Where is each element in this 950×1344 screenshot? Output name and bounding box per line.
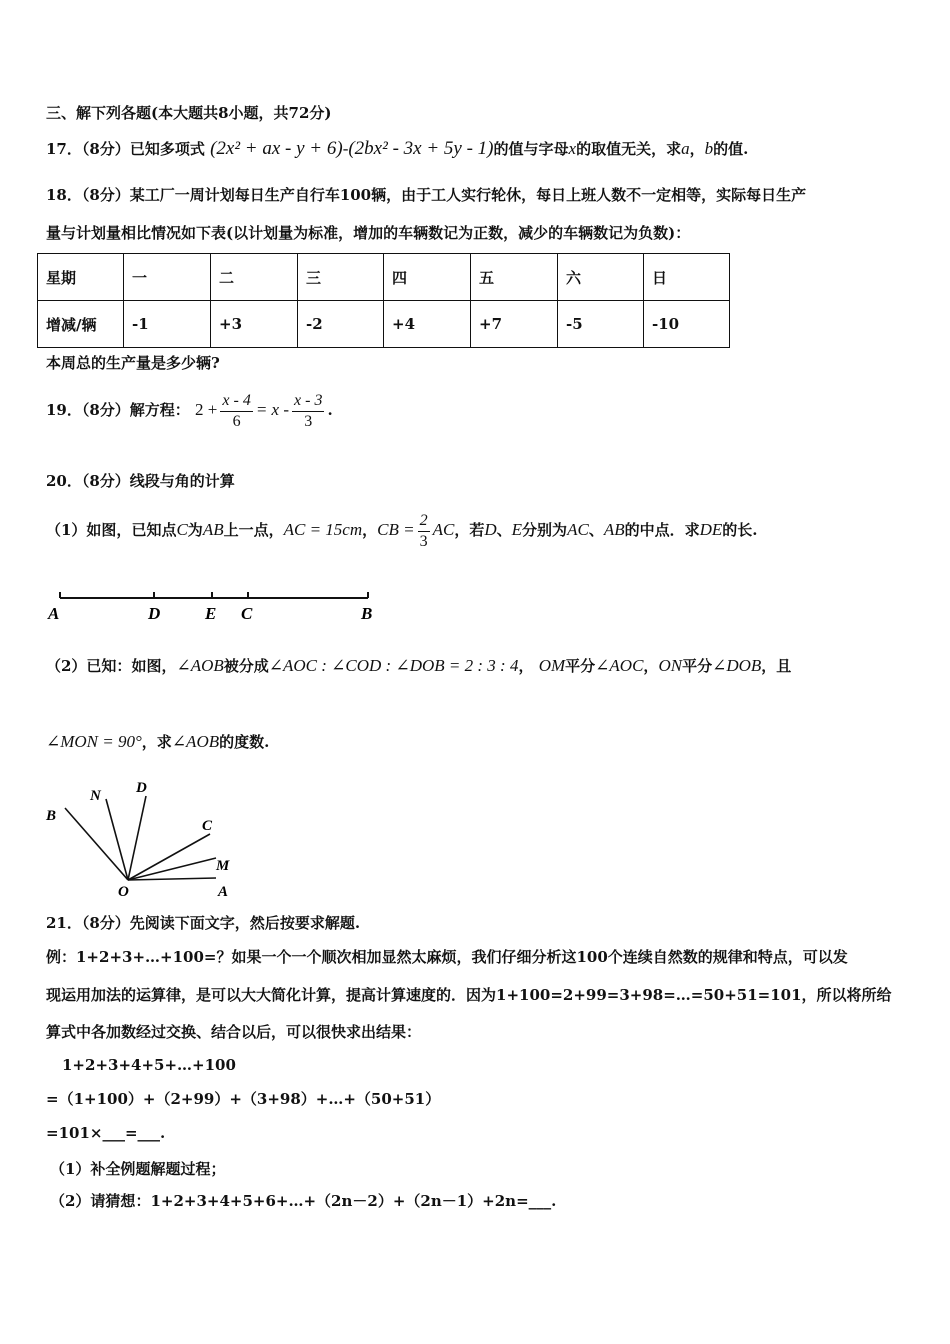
q19-fraction-2 <box>292 391 324 432</box>
section-title: 三、解下列各题(本大题共8小题，共72分) <box>46 104 332 122</box>
table-cell: +3 <box>211 301 298 348</box>
q20-p1-frac-num: 2 <box>418 511 430 532</box>
q20-p2-text: ，且 <box>761 657 792 675</box>
ray-od <box>128 796 146 880</box>
q20-p1-cb: CB = <box>377 520 415 539</box>
q21-para3: 算式中各加数经过交换、结合以后，可以很快求出结果： <box>46 1023 422 1041</box>
q17-comma: ， <box>689 140 705 158</box>
table-cell: 一 <box>124 254 211 301</box>
q17-poly2: (2bx² - 3x + 5y - 1) <box>348 138 494 159</box>
q21-step2: =（1+100）+（2+99）+（3+98）+…+（50+51） <box>46 1090 441 1108</box>
q20-p1-frac-den: 3 <box>419 532 428 550</box>
q20-p1-seg-ab2: AB <box>603 520 625 539</box>
q20-p1-text: 为 <box>187 521 203 539</box>
q20-part-2-line1 <box>46 646 791 686</box>
table-cell: -5 <box>558 301 644 348</box>
q20-p2-text: （2）已知：如图， <box>46 657 177 675</box>
production-table <box>37 253 730 348</box>
question-17 <box>46 138 748 160</box>
segment-label-d: D <box>148 604 161 623</box>
q21-step1: 1+2+3+4+5+…+100 <box>62 1056 236 1074</box>
q20-p2-text: 平分 <box>682 657 713 675</box>
q21-sub2: （2）请猜想：1+2+3+4+5+6+…+（2n－2）+（2n－1）+2n=___. <box>50 1192 557 1210</box>
q17-score: （8分） <box>81 140 130 158</box>
q20-p1-ac: AC = 15cm <box>283 520 363 539</box>
angle-label-d: D <box>136 780 147 796</box>
ray-oa <box>128 878 216 880</box>
q20-p1-point-c: C <box>176 520 188 539</box>
q19-mid: = x - <box>255 400 290 419</box>
q20-p1-text: ， <box>362 521 378 539</box>
table-cell: 二 <box>211 254 298 301</box>
angle-label-c: C <box>202 818 213 834</box>
q18-line2: 量与计划量相比情况如下表(以计划量为标准，增加的车辆数记为正数，减少的车辆数记为负数)： <box>46 224 691 242</box>
ray-om <box>128 858 216 880</box>
q19-label: 19．（8分）解方程： <box>46 401 190 419</box>
angle-figure <box>40 774 250 900</box>
q17-text-c: 的取值无关，求 <box>576 140 682 158</box>
table-cell: -2 <box>298 301 384 348</box>
table-cell: 星期 <box>38 254 124 301</box>
q20-p2-text: 被分成 <box>223 657 269 675</box>
question-19 <box>46 388 333 432</box>
table-cell: 六 <box>558 254 644 301</box>
q21-para2: 现运用加法的运算律，是可以大大简化计算，提高计算速度的．因为1+100=2+99=3+98=…=50+51=101，所以将所给 <box>46 986 892 1004</box>
q20-p2-text: 平分 <box>565 657 596 675</box>
q20-p1-point-d: D <box>484 520 497 539</box>
q20-p1-text: 、 <box>588 521 604 539</box>
q19-lhs-const: 2 + <box>195 400 218 419</box>
table-cell: 增减/辆 <box>38 301 124 348</box>
q20-p2-angle-aoc: ∠AOC <box>595 656 644 675</box>
table-cell: -1 <box>124 301 211 348</box>
q21-sub1: （1）补全例题解题过程； <box>50 1160 226 1178</box>
q20-p2-text: ， <box>643 657 659 675</box>
q17-text-a: 已知多项式 <box>129 140 205 158</box>
q18-line1: 18．（8分）某工厂一周计划每日生产自行车100辆，由于工人实行轮休，每日上班人数不一定相等，实际每日生产 <box>46 186 807 204</box>
angle-label-b: B <box>46 808 57 824</box>
q19-fraction-1 <box>220 391 252 432</box>
angle-label-m: M <box>216 858 230 874</box>
q17-var-b: b <box>704 139 714 158</box>
q17-minus: - <box>342 139 349 158</box>
table-cell: 日 <box>644 254 730 301</box>
table-cell: 五 <box>471 254 558 301</box>
q19-frac1-num: x - 4 <box>220 391 252 412</box>
table-row <box>38 254 730 301</box>
q20-p2-angle-aob: ∠AOB <box>176 656 224 675</box>
q17-var-a: a <box>681 139 690 158</box>
q17-text-d: 的值. <box>713 140 749 158</box>
q17-poly1: (2x² + ax - y + 6) <box>210 138 343 159</box>
q20-p1-seg-ab: AB <box>202 520 224 539</box>
q20-p2-angle-dob: ∠DOB <box>712 656 762 675</box>
table-row <box>38 301 730 348</box>
q20-p1-seg-de: DE <box>699 520 723 539</box>
q17-number: 17． <box>46 140 82 158</box>
q20-part-2-line2 <box>46 722 269 762</box>
q20-p1-seg-ac: AC <box>567 520 589 539</box>
segment-label-c: C <box>241 604 253 623</box>
q21-title: 21．（8分）先阅读下面文字，然后按要求解题. <box>46 914 361 932</box>
segment-label-e: E <box>205 604 217 623</box>
q21-step3: =101×___=___. <box>46 1124 166 1142</box>
q20-p1-text: 、 <box>496 521 512 539</box>
angle-label-o: O <box>118 884 129 900</box>
q20-p2-mon: ∠MON = 90° <box>46 732 142 751</box>
q20-p2-text: ，求 <box>141 733 172 751</box>
segment-label-a: A <box>48 604 60 623</box>
q20-p2-on: ON <box>658 656 683 675</box>
q17-text-b: 的值与字母 <box>493 140 569 158</box>
q20-p1-ac-ref: AC <box>432 520 455 539</box>
table-cell: 三 <box>298 254 384 301</box>
q20-p2-text: 的度数. <box>219 733 270 751</box>
segment-label-b: B <box>361 604 373 623</box>
q20-p1-text: ，若 <box>454 521 485 539</box>
q20-p2-text: ， <box>518 657 534 675</box>
q21-para1: 例：1+2+3+…+100=？如果一个一个顺次相加显然太麻烦，我们仔细分析这100个连续自然数的规律和特点，可以发 <box>46 948 848 966</box>
q20-p2-om: OM <box>538 656 566 675</box>
ray-oc <box>128 834 210 880</box>
angle-label-a: A <box>218 884 229 900</box>
q20-p1-text: 上一点， <box>223 521 284 539</box>
angle-label-n: N <box>90 788 101 804</box>
q20-title: 20．（8分）线段与角的计算 <box>46 472 235 490</box>
q19-frac2-num: x - 3 <box>292 391 324 412</box>
q20-p1-text: 分别为 <box>522 521 568 539</box>
q19-frac2-den: 3 <box>304 412 313 430</box>
q20-p1-text: （1）如图，已知点 <box>46 521 177 539</box>
table-cell: +7 <box>471 301 558 348</box>
q19-frac1-den: 6 <box>232 412 241 430</box>
q18-question: 本周总的生产量是多少辆? <box>46 354 220 372</box>
q20-p1-text: 的长. <box>722 521 758 539</box>
q17-var-x: x <box>568 139 577 158</box>
table-cell: +4 <box>384 301 471 348</box>
table-cell: 四 <box>384 254 471 301</box>
q20-p1-text: 的中点．求 <box>624 521 700 539</box>
segment-figure <box>40 582 390 626</box>
q20-p1-point-e: E <box>511 520 523 539</box>
table-cell: -10 <box>644 301 730 348</box>
q19-end: . <box>327 401 333 419</box>
q20-p2-ratio: ∠AOC : ∠COD : ∠DOB = 2 : 3 : 4 <box>268 656 519 675</box>
q20-p1-fraction <box>418 511 430 552</box>
q20-p2-angle-aob2: ∠AOB <box>171 732 220 751</box>
q20-part-1 <box>46 508 758 552</box>
